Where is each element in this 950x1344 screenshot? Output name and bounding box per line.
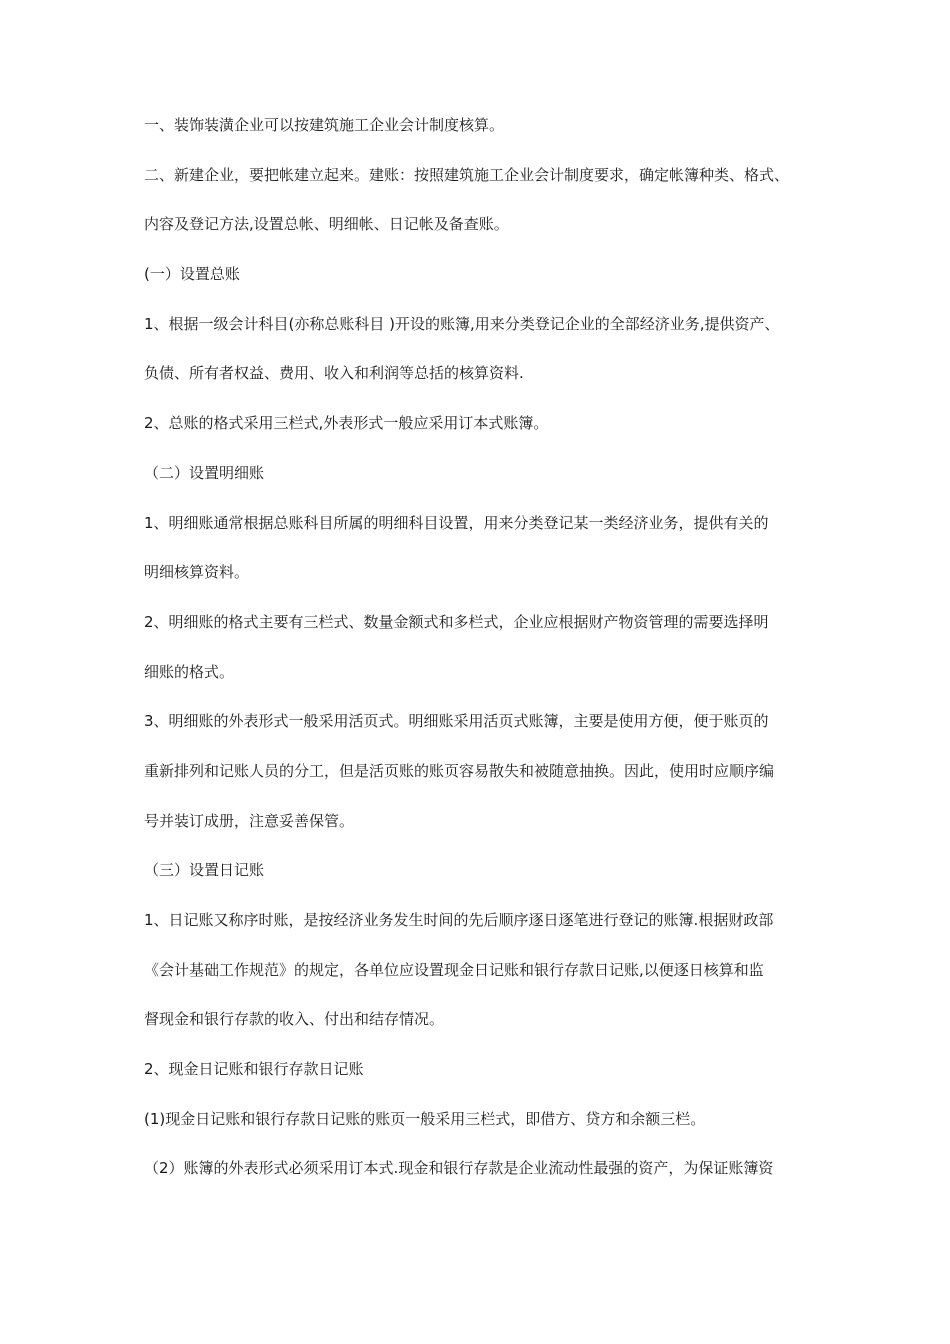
- text-line: 二、新建企业，要把帐建立起来。建账：按照建筑施工企业会计制度要求，确定帐簿种类、格式、: [144, 165, 790, 184]
- text-line: 2、现金日记账和银行存款日记账: [144, 1060, 364, 1079]
- document-body: [144, 110, 808, 1203]
- section-heading: (一）设置总账: [144, 265, 240, 284]
- text-line: (1)现金日记账和银行存款日记账的账页一般采用三栏式，即借方、贷方和余额三栏。: [144, 1109, 706, 1128]
- text-line: 督现金和银行存款的收入、付出和结存情况。: [144, 1010, 445, 1029]
- text-line: 1、明细账通常根据总账科目所属的明细科目设置，用来分类登记某一类经济业务，提供有关的: [144, 513, 769, 532]
- section-heading: （二）设置明细账: [144, 463, 265, 482]
- section-heading: （三）设置日记账: [144, 861, 265, 880]
- text-line: 3、明细账的外表形式一般采用活页式。明细账采用活页式账簿，主要是使用方便，便于账页的: [144, 712, 769, 731]
- text-line: 1、日记账又称序时账，是按经济业务发生时间的先后顺序逐日逐笔进行登记的账簿.根据财政部: [144, 911, 774, 929]
- text-line: 1、根据一级会计科目(亦称总账科目 )开设的账簿,用来分类登记企业的全部经济业务,提供资产、: [144, 314, 780, 333]
- text-line: 重新排列和记账人员的分工，但是活页账的账页容易散失和被随意抽换。因此，使用时应顺序编: [144, 761, 775, 780]
- text-line: 负债、所有者权益、费用、收入和利润等总括的核算资料.: [144, 364, 524, 383]
- text-line: 一、装饰装潢企业可以按建筑施工企业会计制度核算。: [144, 116, 505, 134]
- text-line: 《会计基础工作规范》的规定，各单位应设置现金日记账和银行存款日记账,以便逐日核算和监: [144, 960, 764, 979]
- text-line: 2、总账的格式采用三栏式,外表形式一般应采用订本式账簿。: [144, 414, 549, 433]
- text-line: 号并装订成册，注意妥善保管。: [144, 811, 355, 830]
- text-line: 细账的格式。: [144, 662, 235, 681]
- text-line: 内容及登记方法,设置总帐、明细帐、日记帐及备查账。: [144, 215, 509, 234]
- text-line: （2）账簿的外表形式必须采用订本式.现金和银行存款是企业流动性最强的资产，为保证账簿资: [144, 1159, 774, 1178]
- text-line: 2、明细账的格式主要有三栏式、数量金额式和多栏式，企业应根据财产物资管理的需要选择明: [144, 612, 769, 631]
- text-line: 明细核算资料。: [144, 563, 250, 582]
